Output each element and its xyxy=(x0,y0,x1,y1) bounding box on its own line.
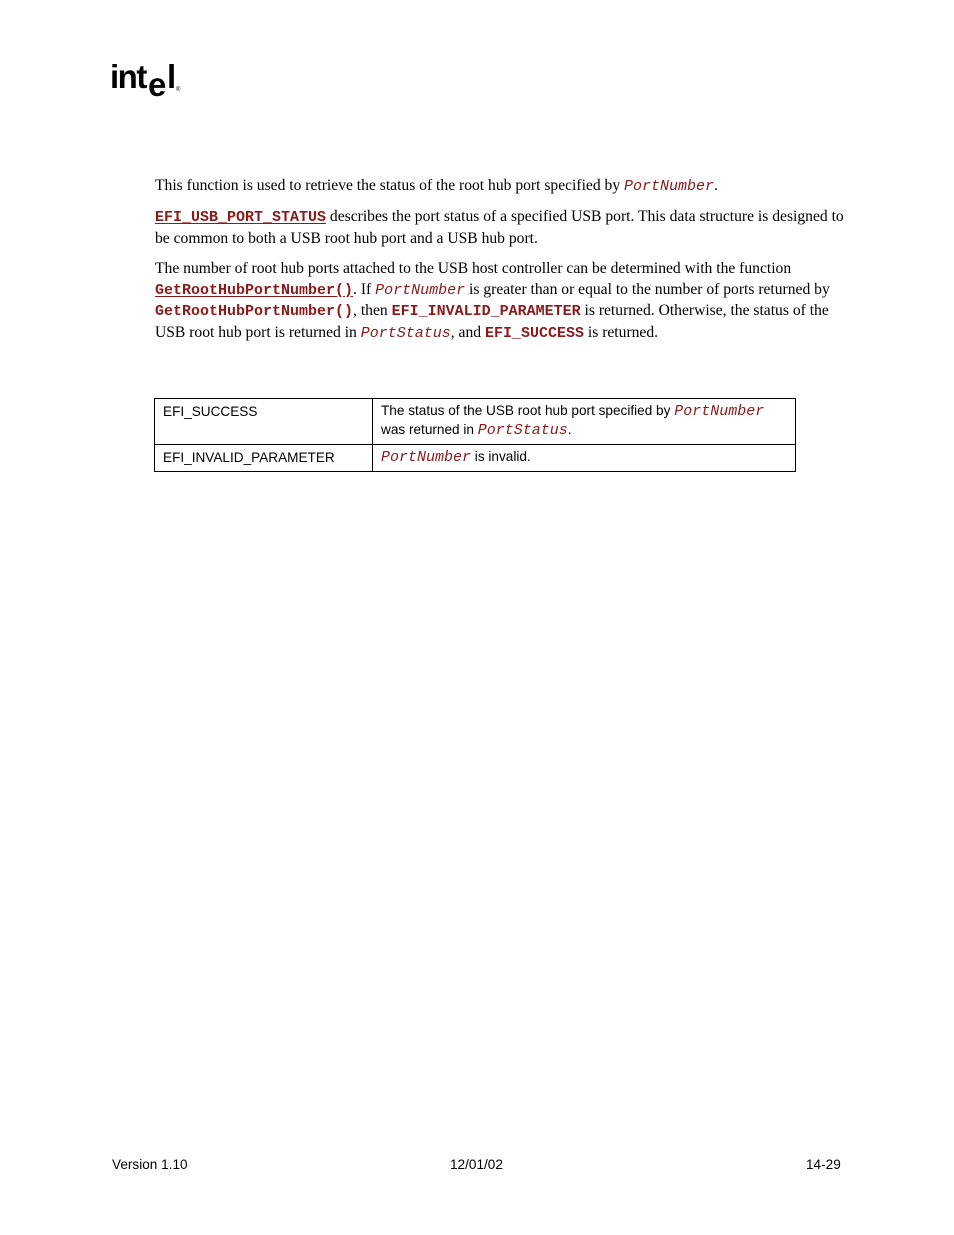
logo-l-text: l xyxy=(167,58,177,95)
description-text: The status of the USB root hub port specified by xyxy=(381,403,675,418)
param-port-number: PortNumber xyxy=(381,449,472,466)
status-code-cell: EFI_INVALID_PARAMETER xyxy=(155,445,373,472)
code-efi-invalid-parameter: EFI_INVALID_PARAMETER xyxy=(391,303,581,320)
paragraph-text: , and xyxy=(450,323,485,341)
status-description-cell xyxy=(373,399,796,445)
status-code-cell: EFI_SUCCESS xyxy=(155,399,373,445)
table-row xyxy=(155,445,796,472)
description-text: was returned in xyxy=(381,422,478,437)
code-get-root-hub-port-number: GetRootHubPortNumber() xyxy=(155,303,354,320)
status-description-cell xyxy=(373,445,796,472)
intel-logo xyxy=(110,58,182,102)
description-text: . xyxy=(567,422,572,437)
table-row xyxy=(155,399,796,445)
footer-version: Version 1.10 xyxy=(112,1157,188,1172)
param-port-number: PortNumber xyxy=(674,403,765,420)
paragraph-text: is greater than or equal to the number of ports returned by xyxy=(465,280,830,298)
paragraph-text: . xyxy=(714,177,718,194)
param-port-status: PortStatus xyxy=(360,324,451,342)
logo-e-text: e xyxy=(148,66,167,102)
logo-registered-mark: ® xyxy=(176,87,181,93)
footer-date: 12/01/02 xyxy=(450,1157,503,1172)
description-paragraph-2 xyxy=(155,207,845,249)
param-port-status: PortStatus xyxy=(477,422,568,439)
paragraph-text: . If xyxy=(353,280,376,298)
code-efi-success: EFI_SUCCESS xyxy=(484,324,584,342)
paragraph-text: This function is used to retrieve the status of the root hub port specified by xyxy=(155,177,625,194)
paragraph-text: , then xyxy=(353,302,392,319)
paragraph-text: is returned. xyxy=(584,323,659,341)
param-port-number: PortNumber xyxy=(624,178,715,195)
description-paragraph-3 xyxy=(155,259,845,344)
paragraph-text: is returned. Otherwise, the status of the USB root hub port is returned in xyxy=(155,302,829,341)
param-port-number: PortNumber xyxy=(375,281,466,299)
description-paragraph-1 xyxy=(155,176,845,198)
link-get-root-hub-port-number[interactable]: GetRootHubPortNumber() xyxy=(155,281,354,299)
footer-page-number: 14-29 xyxy=(806,1157,841,1172)
paragraph-text: The number of root hub ports attached to the USB host controller can be determined with the function xyxy=(155,260,792,277)
logo-int-text: int xyxy=(110,58,146,95)
link-efi-usb-port-status[interactable]: EFI_USB_PORT_STATUS xyxy=(155,209,327,226)
description-text: is invalid. xyxy=(471,449,531,464)
paragraph-text: describes the port status of a specified USB port. This data structure is designed to be common to both a USB root hub port and a USB hub port. xyxy=(155,208,844,247)
status-codes-table xyxy=(154,398,796,472)
